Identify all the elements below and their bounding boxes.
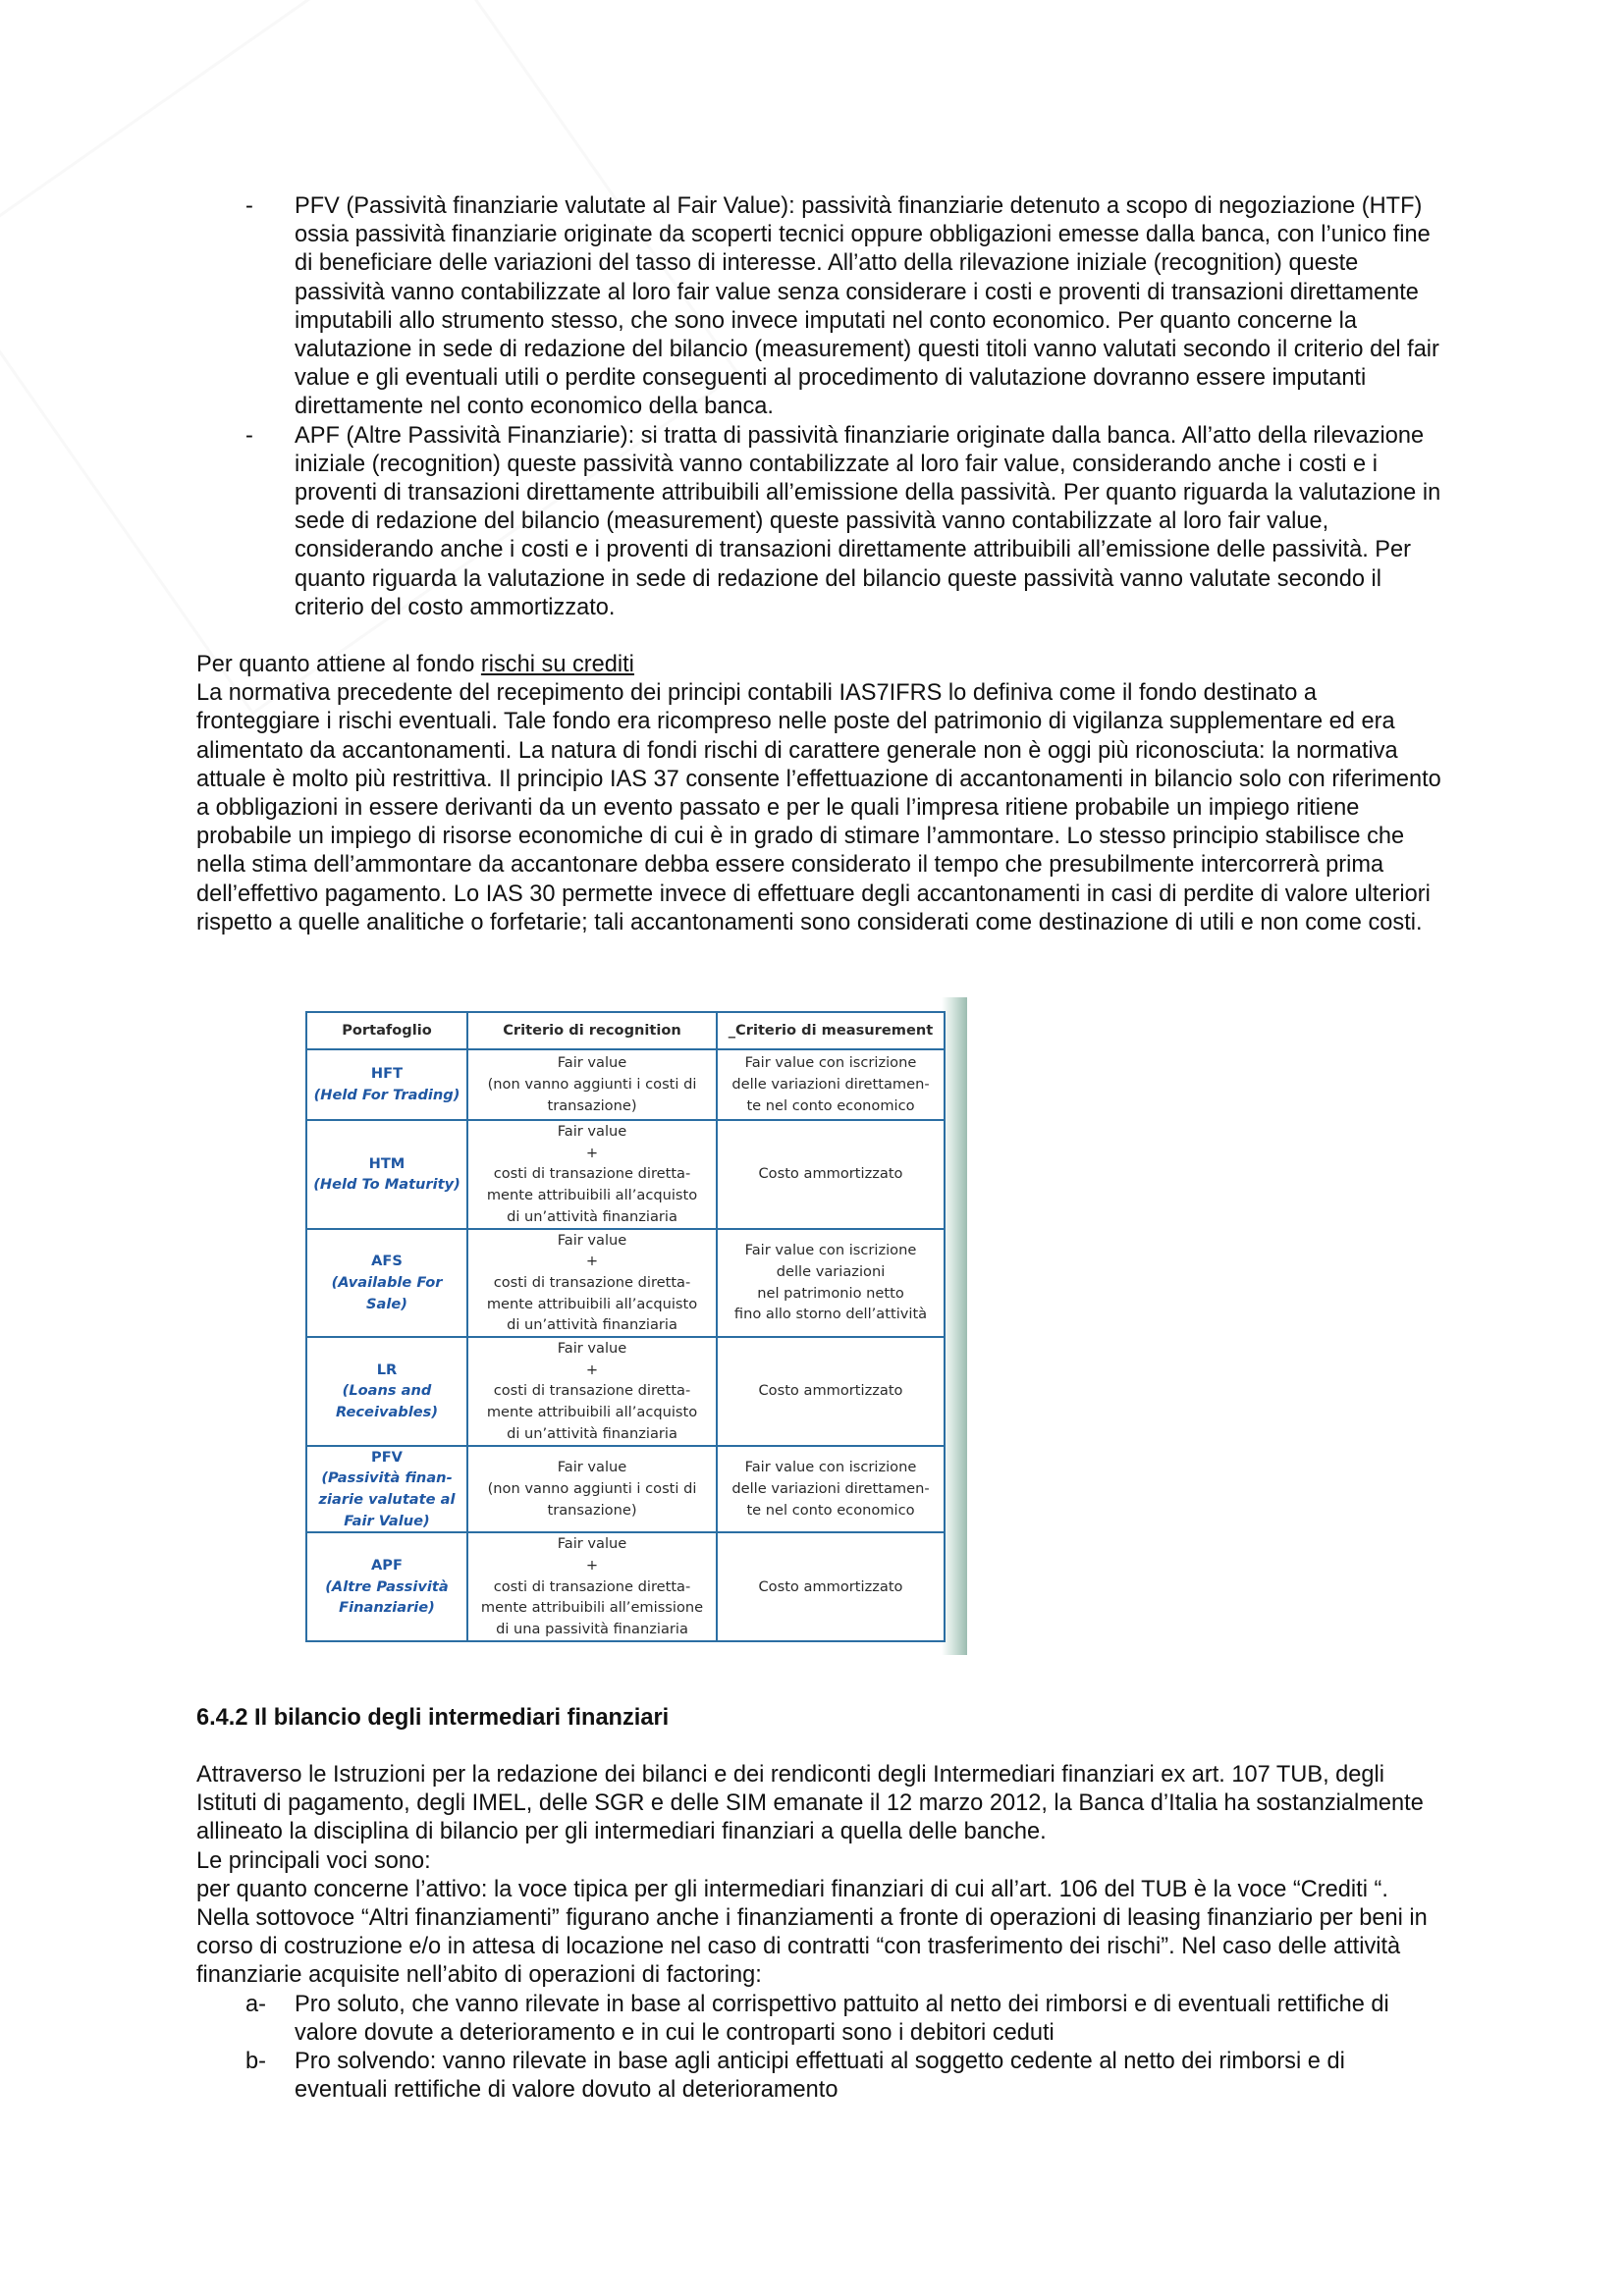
portfolio-abbr: LR [376, 1361, 398, 1378]
measurement-cell-line: fino allo storno dell’attività [733, 1306, 928, 1323]
measurement-cell [717, 1229, 945, 1338]
recognition-cell-line: Fair value [557, 1535, 627, 1553]
table-row [306, 1446, 945, 1533]
recognition-cell [467, 1049, 717, 1120]
recognition-cell-line: di una passività finanziaria [496, 1621, 688, 1638]
list-item-text: PFV (Passività finanziarie valutate al Fair Value): passività finanziarie detenuto a scopo di negoziazione (HTF) ossia passività finanziarie originate da scoperti tecnici oppure obbligazioni emesse dalla banca, con l’unico fine di beneficiare delle variazioni del tasso di interesse. All’atto della rilevazione iniziale (recognition) queste passività vanno contabilizzate al loro fair value senza considerare i costi e proventi di transazioni direttamente imputabili allo strumento stesso, che sono invece imputati nel conto economico. Per quanto concerne la valutazione in sede di redazione del bilancio (measurement) questi titoli vanno valutati secondo il criterio del fair value e gli eventuali utili o perdite conseguenti al procedimento di valutazione dovranno essere imputanti direttamente nel conto economico della banca. [295, 193, 1439, 420]
recognition-cell-line: di un’attività finanziaria [507, 1424, 677, 1442]
measurement-cell-line: Costo ammortizzato [758, 1382, 903, 1400]
portfolio-full-name: (Held To Maturity) [313, 1176, 460, 1194]
list-marker: a- [245, 1991, 266, 2017]
recognition-cell-line: mente attribuibili all’acquisto [486, 1187, 698, 1204]
list-item-text: APF (Altre Passività Finanziarie): si tratta di passività finanziarie originate dalla banca. All’atto della rilevazione iniziale (recognition) queste passività vanno contabilizzate al loro fair value, considerando anche i costi e i proventi di transazioni direttamente attribuibili all’emissione della passività. Per quanto riguarda la valutazione in sede di redazione del bilancio (measurement) queste passività vanno contabilizzate al loro fair value, considerando anche i costi e i proventi di transazioni direttamente attribuibili all’emissione delle passività. Per quanto riguarda la valutazione in sede di redazione del bilancio queste passività vanno valutate secondo il criterio del costo ammortizzato. [295, 422, 1441, 620]
recognition-cell [467, 1446, 717, 1533]
list-item [196, 422, 1443, 622]
fondo-underlined-term: rischi su crediti [480, 652, 634, 678]
table-body [306, 1049, 945, 1641]
measurement-cell [717, 1049, 945, 1120]
section-heading: 6.4.2 Il bilancio degli intermediari finanziari [196, 1705, 670, 1731]
measurement-cell-line: te nel conto economico [746, 1501, 915, 1519]
list-item-text: Pro soluto, che vanno rilevate in base al corrispettivo pattuito al netto dei rimborsi e di eventuali rettifiche di valore dovute a deterioramento e in cui le controparti sono i debitori ceduti [295, 1991, 1389, 2046]
col-header-recognition: Criterio di recognition [467, 1012, 717, 1049]
portfolio-abbr: AFS [371, 1253, 403, 1270]
portfolio-cell [306, 1229, 467, 1338]
paragraph: Le principali voci sono: [196, 1847, 431, 1874]
list-item [196, 2048, 1443, 2105]
recognition-cell-line: (non vanno aggiunti i costi di [487, 1076, 697, 1094]
table-row [306, 1049, 945, 1120]
measurement-cell-line: delle variazioni direttamen- [731, 1480, 930, 1498]
measurement-cell-line: te nel conto economico [746, 1096, 915, 1114]
measurement-cell-line: Costo ammortizzato [758, 1577, 903, 1595]
recognition-cell [467, 1337, 717, 1446]
recognition-cell-line: costi di transazione diretta- [493, 1382, 691, 1400]
portfolio-cell [306, 1337, 467, 1446]
measurement-cell [717, 1446, 945, 1533]
list-marker: - [245, 193, 253, 219]
recognition-cell-line: mente attribuibili all’acquisto [486, 1295, 698, 1312]
paragraph: per quanto concerne l’attivo: la voce tipica per gli intermediari finanziari di cui all’art. 106 del TUB è la voce “Crediti “. Nella sottovoce “Altri finanziamenti” figurano anche i finanziamenti a fronte di operazioni di leasing finanziario per beni in corso di costruzione e/o in attesa di locazione nel caso di contratti “con trasferimento dei rischi”. Nel caso delle attività finanziarie acquisite nell’abito di operazioni di factoring: [196, 1876, 1428, 1989]
portfolio-full-name: (Held For Trading) [313, 1087, 460, 1103]
measurement-cell-line: Fair value con iscrizione [744, 1459, 917, 1476]
recognition-cell-line: Fair value [557, 1340, 627, 1358]
recognition-cell [467, 1229, 717, 1338]
recognition-cell [467, 1532, 717, 1641]
list-item [196, 1991, 1443, 2048]
portfolio-full-name: (Passività finan- ziarie valutate al Fair Value) [318, 1469, 456, 1529]
portfolio-full-name: (Loans and Receivables) [335, 1382, 439, 1421]
portfolio-full-name: (Available For Sale) [331, 1273, 443, 1312]
list-marker: - [245, 422, 253, 449]
recognition-cell-line: transazione) [547, 1501, 637, 1519]
measurement-cell [717, 1120, 945, 1229]
measurement-cell-line: delle variazioni direttamen- [731, 1076, 930, 1094]
portfolio-abbr: HTM [368, 1154, 406, 1172]
measurement-cell [717, 1337, 945, 1446]
section-2 [196, 1761, 1443, 2105]
fondo-intro-text: Per quanto attiene al fondo [196, 652, 481, 678]
recognition-cell-line: mente attribuibili all’acquisto [486, 1404, 698, 1421]
recognition-cell-line: costi di transazione diretta- [493, 1273, 691, 1291]
paragraph: Attraverso le Istruzioni per la redazione dei bilanci e dei rendiconti degli Intermediari finanziari ex art. 107 TUB, degli Istituti di pagamento, degli IMEL, delle SGR e delle SIM emanate il 12 marzo 2012, la Banca d’Italia ha sostanzialmente allineato la disciplina di bilancio per gli intermediari finanziari a quella delle banche. [196, 1762, 1424, 1845]
measurement-cell-line: delle variazioni [776, 1263, 886, 1281]
table-header-row [306, 1012, 945, 1049]
recognition-cell-line: costi di transazione diretta- [493, 1165, 691, 1183]
portfolio-cell [306, 1120, 467, 1229]
table-row [306, 1532, 945, 1641]
measurement-cell-line: nel patrimonio netto [757, 1284, 904, 1302]
recognition-cell-line: di un’attività finanziaria [507, 1207, 677, 1225]
recognition-cell-line: (non vanno aggiunti i costi di [487, 1480, 697, 1498]
portfolio-table [305, 1011, 946, 1642]
table-row [306, 1120, 945, 1229]
col-header-portafoglio: Portafoglio [306, 1012, 467, 1049]
recognition-cell-line: transazione) [547, 1096, 637, 1114]
portfolio-full-name: (Altre Passività Finanziarie) [325, 1577, 449, 1617]
portfolio-list [196, 192, 1443, 622]
recognition-cell-line: Fair value [557, 1459, 627, 1476]
portfolio-abbr: HFT [370, 1065, 404, 1083]
recognition-cell-line: Fair value [557, 1231, 627, 1249]
measurement-cell-line: Fair value con iscrizione [744, 1242, 917, 1259]
portfolio-cell [306, 1049, 467, 1120]
factoring-list [196, 1991, 1443, 2106]
recognition-cell-line: + [585, 1557, 599, 1575]
portfolio-table-figure [299, 997, 967, 1655]
recognition-cell [467, 1120, 717, 1229]
table-row [306, 1337, 945, 1446]
recognition-cell-line: Fair value [557, 1054, 627, 1072]
fondo-intro [196, 651, 1443, 679]
measurement-cell-line: Fair value con iscrizione [744, 1054, 917, 1072]
fondo-paragraph: La normativa precedente del recepimento dei principi contabili IAS7IFRS lo definiva come il fondo destinato a fronteggiare i rischi eventuali. Tale fondo era ricompreso nelle poste del patrimonio di vigilanza supplementare ed era alimentato da accantonamenti. La natura di fondi rischi di carattere generale non è oggi più riconosciuta: la normativa attuale è molto più restrittiva. Il principio IAS 37 consente l’effettuazione di accantonamenti in bilancio solo con riferimento a obbligazioni in essere derivanti da un evento passato e per le quali l’impresa ritiene probabile un impiego ritiene probabile un impiego di risorse economiche di cui è in grado di stimare l’ammontare. Lo stesso principio stabilisce che nella stima dell’ammontare da accantonare debba essere considerato il tempo che presubilmente intercorrerà prima dell’effettivo pagamento. Lo IAS 30 permette invece di effettuare degli accantonamenti in casi di perdite di valore ulteriori rispetto a quelle analitiche o forfetarie; tali accantonamenti sono considerati come destinazione di utili e non come costi. [196, 680, 1441, 935]
measurement-cell [717, 1532, 945, 1641]
recognition-cell-line: + [585, 1253, 599, 1270]
portfolio-cell [306, 1446, 467, 1533]
recognition-cell-line: + [585, 1144, 599, 1161]
list-item-text: Pro solvendo: vanno rilevate in base agli anticipi effettuati al soggetto cedente al netto dei rimborsi e di eventuali rettifiche di valore dovuto al deterioramento [295, 2049, 1345, 2104]
recognition-cell-line: Fair value [557, 1123, 627, 1140]
recognition-cell-line: di un’attività finanziaria [507, 1316, 677, 1334]
list-marker: b- [245, 2049, 266, 2075]
table-row [306, 1229, 945, 1338]
recognition-cell-line: mente attribuibili all’emissione [480, 1599, 704, 1617]
section-1 [196, 192, 1443, 937]
recognition-cell-line: + [585, 1361, 599, 1378]
recognition-cell-line: costi di transazione diretta- [493, 1577, 691, 1595]
list-item [196, 192, 1443, 422]
col-header-measurement: _Criterio di measurement [717, 1012, 945, 1049]
portfolio-abbr: PFV [371, 1448, 403, 1466]
portfolio-abbr: APF [371, 1557, 403, 1575]
portfolio-cell [306, 1532, 467, 1641]
measurement-cell-line: Costo ammortizzato [758, 1165, 903, 1183]
